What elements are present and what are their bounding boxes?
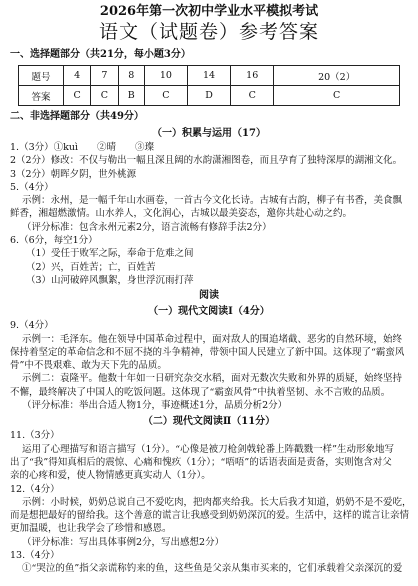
answer-cell: C: [231, 86, 274, 106]
answer-line: 6.（6分，每空1分）: [10, 235, 98, 247]
answer-line: （3）山河破碎风飘絮，身世浮沉雨打萍: [26, 274, 194, 286]
part1-heading: 一、选择题部分（共21分，每小题3分）: [10, 49, 191, 60]
answer-line: 1.（3分）①kuì ②晴 ③璨: [10, 142, 155, 153]
answer-line: （1）受任于败军之际，奉命于危难之间: [26, 248, 194, 260]
answer-line: 示例二：袁隆平。他数十年如一日研究杂交水稻，面对无数次失败和外界的质疑，始终坚持: [22, 373, 403, 385]
answer-line: 而是想把最好的留给我。这个善意的谎言让我感受到奶奶深沉的爱。生活中，这样的谎言让亲情: [10, 510, 410, 522]
question-number: 16: [231, 66, 274, 86]
question-number: 4: [64, 66, 91, 86]
question-row: [19, 66, 400, 86]
answer-table: [18, 65, 400, 106]
answer-line: 11.（3分）: [10, 430, 60, 442]
answer-line: ①“哭泣的鱼”指父亲谎称钓来的鱼，这些鱼是父亲从集市买来的，它们承载着父亲深沉的爱: [22, 563, 403, 575]
answer-line: 13.（4分）: [10, 550, 60, 562]
answer-cell: C: [64, 86, 91, 106]
answer-cell: C: [274, 86, 400, 106]
scoring-note: （评分标准：包含永州元素2分，语言流畅有修辞手法2分）: [22, 221, 272, 233]
answer-line: （2）兴，百姓苦；亡，百姓苦: [26, 261, 156, 273]
answer-line: 运用了心理描写和语言描写（1分）。“心像是被刀枪剑戟轮番上阵戳戮一样”生动形象地写: [22, 443, 395, 455]
answer-line: 12.（4分）: [10, 483, 60, 495]
question-number: 14: [188, 66, 231, 86]
section-heading-accumulation: （一）积累与运用（17）: [152, 128, 266, 139]
answer-line: 出了“我”得知真相后的震惊、心痛和愧疚（1分）；“唔唔”的话语表面是责备，实则饱含对父: [10, 456, 392, 468]
question-number: 7: [91, 66, 118, 86]
answer-line: 9.（4分）: [10, 320, 54, 332]
section-heading-modern-reading-1: （一）现代文阅读Ⅰ（4分）: [148, 306, 270, 318]
answer-line: 鲜香，湘超燃激情。山水养人，文化润心，古城以最美姿态，邀你共赴心动之约。: [10, 208, 353, 220]
answer-line: 示例：小时候，奶奶总说自己不爱吃肉，把肉都夹给我。长大后我才知道，奶奶不是不爱吃，: [22, 496, 412, 508]
scoring-note: （评分标准：写出具体事例2分，写出感想2分）: [22, 536, 225, 548]
answer-line: 亲的心疼和爱，使人物情感更真实动人（1分）。: [10, 470, 211, 482]
question-number: 8: [118, 66, 144, 86]
question-number: 20（2）: [274, 66, 400, 86]
answer-line: 3（2分）朝晖夕阴，世外桃源: [10, 168, 137, 180]
row-label-answer: 答案: [19, 86, 64, 106]
answer-cell: B: [118, 86, 144, 106]
scoring-note: （评分标准：举出合适人物1分，事迹概述1分，品质分析2分）: [22, 400, 288, 412]
answer-line: 2（2分）修改：不仅与勒出一幅且深且阔的水韵潇湘图卷，而且孕育了独特深厚的湖湘文化。: [10, 155, 403, 167]
answer-cell: C: [144, 86, 187, 106]
answer-line: 示例一：毛泽东。他在领导中国革命过程中，面对敌人的围追堵截、恶劣的自然环境，始终: [22, 333, 403, 345]
document-subtitle: 语文（试题卷）参考答案: [98, 21, 319, 43]
answer-line: 5.（4分）: [10, 181, 54, 193]
answer-cell: C: [91, 86, 118, 106]
part2-heading: 二、非选择题部分（共49分）: [10, 111, 144, 122]
exam-title: 2026年第一次初中学业水平模拟考试: [99, 4, 319, 19]
answer-cell: D: [188, 86, 231, 106]
answer-line: 保持着坚定的革命信念和不屈不挠的斗争精神，带领中国人民建立了新中国。这体现了“霸蛮风: [10, 346, 405, 358]
answer-line: 骨”中不畏艰难、敢为天下先的品质。: [10, 360, 167, 372]
row-label-question: 题号: [19, 66, 64, 86]
section-heading-modern-reading-2: （二）现代文阅读Ⅱ（11分）: [142, 416, 276, 428]
answer-line: 更加温暖，也让我学会了珍惜和感恩。: [10, 523, 172, 535]
reading-label: 阅读: [199, 290, 219, 302]
answer-line: 不懈，最终解决了中国人的吃饭问题。这体现了“霸蛮风骨”中执着坚韧、永不言败的品质。: [10, 386, 391, 398]
answer-row: [19, 86, 400, 106]
answer-line: 示例：永州，是一幅千年山水画卷，一首古今文化长诗。古城有古韵，柳子有书香，美食飘: [22, 195, 403, 207]
question-number: 10: [144, 66, 187, 86]
